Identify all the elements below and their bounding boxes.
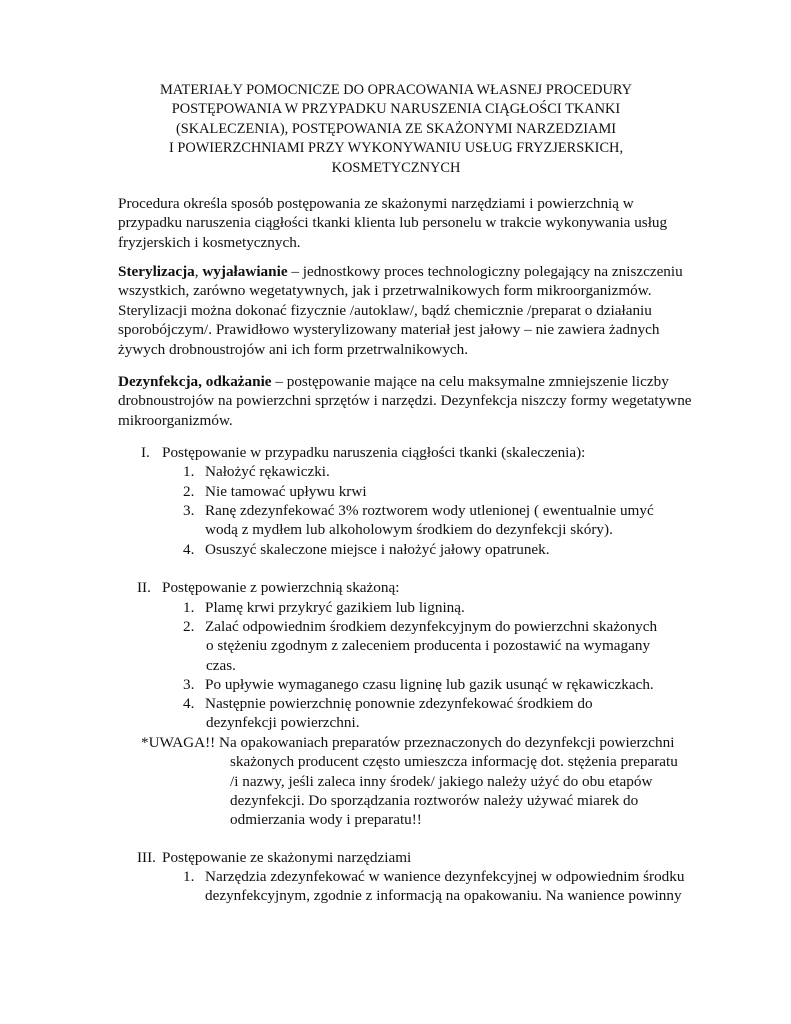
intro-line: przypadku naruszenia ciągłości tkanki klienta lub personelu w trakcie wykonywania usług — [118, 214, 668, 232]
item-number: 4. — [183, 695, 195, 712]
sterilization-line: wszystkich, zarówno wegetatywnych, jak i przetrwalnikowych form mikroorganizmów. — [118, 282, 652, 300]
warning-note-line: skażonych producent często umieszcza informację dot. stężenia preparatu — [230, 753, 678, 770]
warning-note-line: odmierzania wody i preparatu!! — [230, 811, 422, 828]
warning-note: *UWAGA!! Na opakowaniach preparatów przeznaczonych do dezynfekcji powierzchni — [141, 734, 675, 751]
sterilization-line: żywych drobnoustrojów ani ich form przetrwalnikowych. — [118, 340, 469, 358]
item-number: 1. — [183, 868, 195, 885]
disinfection-paragraph — [118, 372, 692, 430]
intro-line: Procedura określa sposób postępowania ze skażonymi narzędziami i powierzchnią w — [118, 195, 634, 212]
title-line: KOSMETYCZNYCH — [331, 159, 461, 176]
sterilization-term: Sterylizacja — [118, 263, 195, 280]
item-number: 2. — [183, 618, 195, 635]
term-separator: , — [194, 263, 203, 280]
item-number: 3. — [183, 676, 195, 693]
list-item: Zalać odpowiednim środkiem dezynfekcyjnym do powierzchni skażonych — [205, 618, 658, 635]
section-numeral: II. — [137, 579, 151, 596]
item-number: 4. — [183, 541, 195, 558]
disinfection-line: drobnoustrojów na powierzchni sprzętów i narzędzi. Dezynfekcja niszczy formy wegetatywne — [118, 392, 692, 410]
warning-note-line: dezynfekcji. Do sporządzania roztworów należy używać miarek do — [230, 792, 639, 809]
intro-line: fryzjerskich i kosmetycznych. — [118, 233, 301, 251]
list-item-continuation: czas. — [206, 657, 236, 674]
list-item: Po upływie wymaganego czasu ligninę lub gazik usunąć w rękawiczkach. — [205, 676, 654, 693]
section-numeral: III. — [137, 849, 156, 866]
list-item: Osuszyć skaleczone miejsce i nałożyć jałowy opatrunek. — [205, 541, 550, 558]
warning-note-line: /i nazwy, jeśli zaleca inny środek/ jakiego należy użyć do obu etapów — [230, 773, 653, 790]
section-heading: Postępowanie z powierzchnią skażoną: — [162, 579, 400, 596]
list-item-continuation: dezynfekcji powierzchni. — [206, 714, 360, 731]
document-title — [118, 81, 674, 178]
item-number: 1. — [183, 599, 195, 616]
item-number: 2. — [183, 483, 195, 500]
intro-paragraph — [118, 194, 678, 252]
list-item-continuation: o stężeniu zgodnym z zaleceniem producenta i pozostawić na wymagany — [206, 637, 651, 654]
list-item: Następnie powierzchnię ponownie zdezynfekować środkiem do — [205, 695, 593, 712]
sterilization-first-line — [118, 262, 683, 281]
disinfection-definition: – postępowanie mające na celu maksymalne zmniejszenie liczby — [271, 373, 669, 390]
wyjalawianie-term: wyjaławianie — [202, 263, 288, 280]
title-line: I POWIERZCHNIAMI PRZY WYKONYWANIU USŁUG FRYZJERSKICH, — [168, 140, 624, 157]
section-heading: Postępowanie w przypadku naruszenia ciągłości tkanki (skaleczenia): — [162, 444, 586, 461]
title-line: (SKALECZENIA), POSTĘPOWANIA ZE SKAŻONYMI NARZEDZIAMI — [175, 120, 617, 137]
list-item: Nałożyć rękawiczki. — [205, 463, 330, 480]
item-number: 1. — [183, 463, 195, 480]
disinfection-term: Dezynfekcja, odkażanie — [118, 373, 272, 390]
title-line: POSTĘPOWANIA W PRZYPADKU NARUSZENIA CIĄGŁOŚCI TKANKI — [171, 101, 621, 118]
item-number: 3. — [183, 502, 195, 519]
section-numeral: I. — [141, 444, 150, 461]
list-item: Plamę krwi przykryć gazikiem lub ligniną. — [205, 599, 465, 616]
disinfection-first-line — [118, 372, 678, 391]
list-item: Nie tamować upływu krwi — [205, 483, 367, 500]
title-line: MATERIAŁY POMOCNICZE DO OPRACOWANIA WŁASNEJ PROCEDURY — [159, 82, 633, 98]
disinfection-line: mikroorganizmów. — [118, 411, 233, 429]
sterilization-definition: – jednostkowy proces technologiczny polegający na zniszczeniu — [287, 263, 683, 280]
list-item: Narzędzia zdezynfekować w wanience dezynfekcyjnej w odpowiednim środku — [205, 868, 685, 885]
list-item: Ranę zdezynfekować 3% roztworem wody utlenionej ( ewentualnie umyć — [205, 502, 654, 519]
section-heading: Postępowanie ze skażonymi narzędziami — [162, 849, 412, 866]
list-item-continuation: wodą z mydłem lub alkoholowym środkiem do dezynfekcji skóry). — [205, 521, 613, 538]
sterilization-line: sporobójczym/. Prawidłowo wysterylizowany materiał jest jałowy – nie zawiera żadnych — [118, 321, 660, 339]
sterilization-line: Sterylizacji można dokonać fizycznie /autoklaw/, bądź chemicznie /preparat o działaniu — [118, 301, 652, 319]
list-item-continuation: dezynfekcyjnym, zgodnie z informacją na opakowaniu. Na wanience powinny — [205, 887, 682, 904]
sterilization-paragraph — [118, 262, 683, 359]
